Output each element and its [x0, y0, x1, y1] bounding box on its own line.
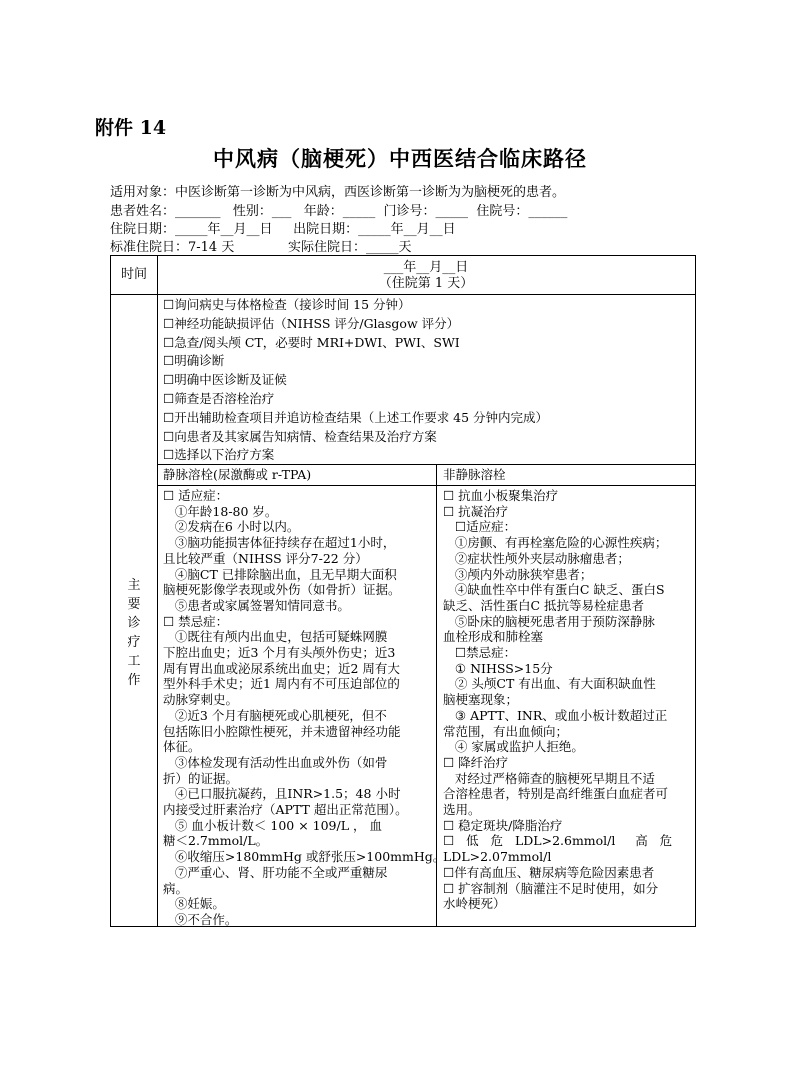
- scope-line: 适用对象：中医诊断第一诊断为中风病，西医诊断第一诊断为为脑梗死的患者。: [110, 185, 566, 200]
- non-iv-line-10: 血栓形成和肺栓塞: [443, 629, 544, 645]
- non-iv-thrombolysis-header: 非静脉溶栓: [443, 467, 506, 482]
- clinical-pathway-table: [110, 255, 696, 927]
- iv-line-9: ☐ 禁忌症：: [163, 613, 229, 629]
- iv-line-14: 动脉穿刺史。: [163, 692, 239, 708]
- checklist-item-8: ☐向患者及其家属告知病情、检查结果及治疗方案: [163, 428, 437, 444]
- non-iv-line-15: ③ APTT、INR、或血小板计数超过正: [443, 707, 668, 723]
- non-iv-line-21: 选用。: [443, 802, 481, 817]
- iv-line-19: 折）的证据。: [163, 770, 239, 786]
- iv-line-16: 包括陈旧小腔隙性梗死，并未遗留神经功能: [163, 723, 401, 739]
- iv-line-13: 型外科手术史；近1 周内有不可压迫部位的: [163, 676, 400, 692]
- checklist-item-2: ☐神经功能缺损评估（NIHSS 评分/Glasgow 评分）: [163, 315, 460, 331]
- non-iv-line-8: 缺乏、活性蛋白C 抵抗等易栓症患者: [443, 597, 645, 613]
- non-iv-line-23: ☐ 低 危 LDL>2.6mmol/l 高 危: [443, 833, 673, 849]
- non-iv-line-12: ① NIHSS>15分: [443, 660, 553, 676]
- non-iv-line-11: ☐禁忌症：: [443, 645, 517, 660]
- iv-line-6: ④脑CT 已排除脑出血，且无早期大面积: [163, 566, 397, 582]
- iv-line-8: ⑤患者或家属签署知情同意书。: [163, 597, 350, 613]
- non-iv-line-18: ☐ 降纤治疗: [443, 754, 509, 770]
- non-iv-line-1: ☐ 抗血小板聚集治疗: [443, 488, 559, 503]
- checklist-item-7: ☐开出辅助检查项目并追访检查结果（上述工作要求 45 分钟内完成）: [163, 409, 549, 425]
- non-iv-line-27: 水岭梗死）: [443, 896, 506, 912]
- section-label-char: 要: [127, 597, 141, 612]
- iv-line-12: 周有胃出血或泌尿系统出血史；近2 周有大: [163, 660, 400, 676]
- non-iv-line-3: ☐适应症：: [443, 519, 517, 535]
- non-iv-line-22: ☐ 稳定斑块/降脂治疗: [443, 817, 563, 833]
- iv-line-7: 脑梗死影像学表现或外伤（如骨折）证据。: [163, 582, 401, 598]
- checklist-item-5: ☐明确中医诊断及证候: [163, 372, 287, 388]
- iv-line-22: ⑤ 血小板计数＜ 100 × 109/L ， 血: [163, 817, 382, 833]
- iv-line-2: ①年龄18-80 岁。: [163, 503, 278, 519]
- non-iv-line-6: ③颅内外动脉狭窄患者；: [443, 566, 593, 582]
- iv-line-26: 病。: [163, 880, 189, 896]
- non-iv-line-16: 常范围，有出血倾向；: [443, 723, 569, 739]
- non-iv-line-7: ④缺血性卒中伴有蛋白C 缺乏、蛋白S: [443, 582, 665, 598]
- iv-line-23: 糖＜2.7mmol/L。: [163, 833, 269, 849]
- section-label-char: 疗: [127, 635, 141, 650]
- non-iv-line-4: ①房颤、有再栓塞危险的心源性疾病；: [443, 535, 668, 551]
- non-iv-line-14: 脑梗塞现象；: [443, 692, 519, 708]
- iv-line-24: ⑥收缩压>180mmHg 或舒张压>100mmHg。: [163, 849, 446, 865]
- non-iv-line-5: ②症状性颅外夹层动脉瘤患者；: [443, 550, 630, 566]
- checklist-item-9: ☐选择以下治疗方案: [163, 447, 275, 463]
- iv-line-28: ⑨不合作。: [163, 911, 238, 927]
- non-iv-line-24: LDL>2.07mmol/l: [443, 849, 552, 865]
- iv-line-15: ②近3 个月有脑梗死或心肌梗死，但不: [163, 707, 387, 723]
- day-label: （住院第 1 天）: [378, 276, 474, 291]
- section-label-char: 诊: [127, 616, 141, 631]
- time-header: 时间: [120, 267, 147, 282]
- iv-line-25: ⑦严重心、肾、肝功能不全或严重糖尿: [163, 864, 388, 880]
- iv-line-5: 且比较严重（NIHSS 评分7-22 分）: [163, 550, 368, 566]
- section-label-char: 工: [127, 654, 141, 669]
- section-label: [111, 576, 157, 690]
- non-iv-line-26: ☐ 扩容制剂（脑灌注不足时使用，如分: [443, 880, 659, 896]
- non-iv-line-2: ☐ 抗凝治疗: [443, 503, 509, 519]
- section-label-char: 作: [127, 673, 141, 688]
- section-label-char: 主: [127, 578, 141, 593]
- non-iv-line-19: 对经过严格筛查的脑梗死早期且不适: [443, 770, 655, 786]
- checklist-item-6: ☐筛查是否溶栓治疗: [163, 391, 275, 406]
- non-iv-line-9: ⑤卧床的脑梗死患者用于预防深静脉: [443, 613, 655, 629]
- non-iv-line-25: ☐伴有高血压、糖尿病等危险因素患者: [443, 864, 655, 880]
- iv-line-4: ③脑功能损害体征持续存在超过1小时，: [163, 535, 396, 551]
- non-iv-line-13: ② 头颅CT 有出血、有大面积缺血性: [443, 676, 656, 692]
- annex-label: 附件 14: [95, 117, 167, 139]
- iv-line-10: ①既往有颅内出血史，包括可疑蛛网膜: [163, 629, 388, 645]
- checklist-item-4: ☐明确诊断: [163, 353, 225, 369]
- document-title: 中风病（脑梗死）中西医结合临床路径: [213, 146, 587, 171]
- iv-line-20: ④已口服抗凝药，且INR>1.5；48 小时: [163, 786, 401, 802]
- iv-line-3: ②发病在6 小时以内。: [163, 519, 300, 535]
- non-iv-line-17: ④ 家属或监护人拒绝。: [443, 739, 584, 755]
- iv-line-1: ☐ 适应症：: [163, 488, 229, 503]
- iv-line-21: 内接受过肝素治疗（APTT 超出正常范围）。: [163, 802, 408, 817]
- patient-info-line: 患者姓名：_______ 性别：___ 年龄：_____ 门诊号：_____ 住院号：______: [110, 204, 568, 219]
- stay-length-line: 标准住院日：7-14 天 实际住院日：_____天: [110, 240, 412, 255]
- checklist-item-3: ☐急查/阅头颅 CT，必要时 MRI+DWI、PWI、SWI: [163, 334, 460, 350]
- iv-thrombolysis-header: 静脉溶栓(尿激酶或 r-TPA): [163, 467, 312, 482]
- iv-line-11: 下腔出血史；近3 个月有头颅外伤史；近3: [163, 645, 396, 660]
- checklist-item-1: ☐询问病史与体格检查（接诊时间 15 分钟）: [163, 297, 411, 312]
- iv-line-17: 体征。: [163, 739, 201, 755]
- iv-line-18: ③体检发现有活动性出血或外伤（如骨: [163, 754, 388, 770]
- admission-dates-line: 住院日期：_____年__月__日 出院日期：_____年__月__日: [110, 222, 456, 237]
- date-placeholder: ___年__月__日: [383, 260, 469, 275]
- iv-line-27: ⑧妊娠。: [163, 896, 225, 912]
- non-iv-line-20: 合溶栓患者，特别是高纤维蛋白血症者可: [443, 786, 669, 802]
